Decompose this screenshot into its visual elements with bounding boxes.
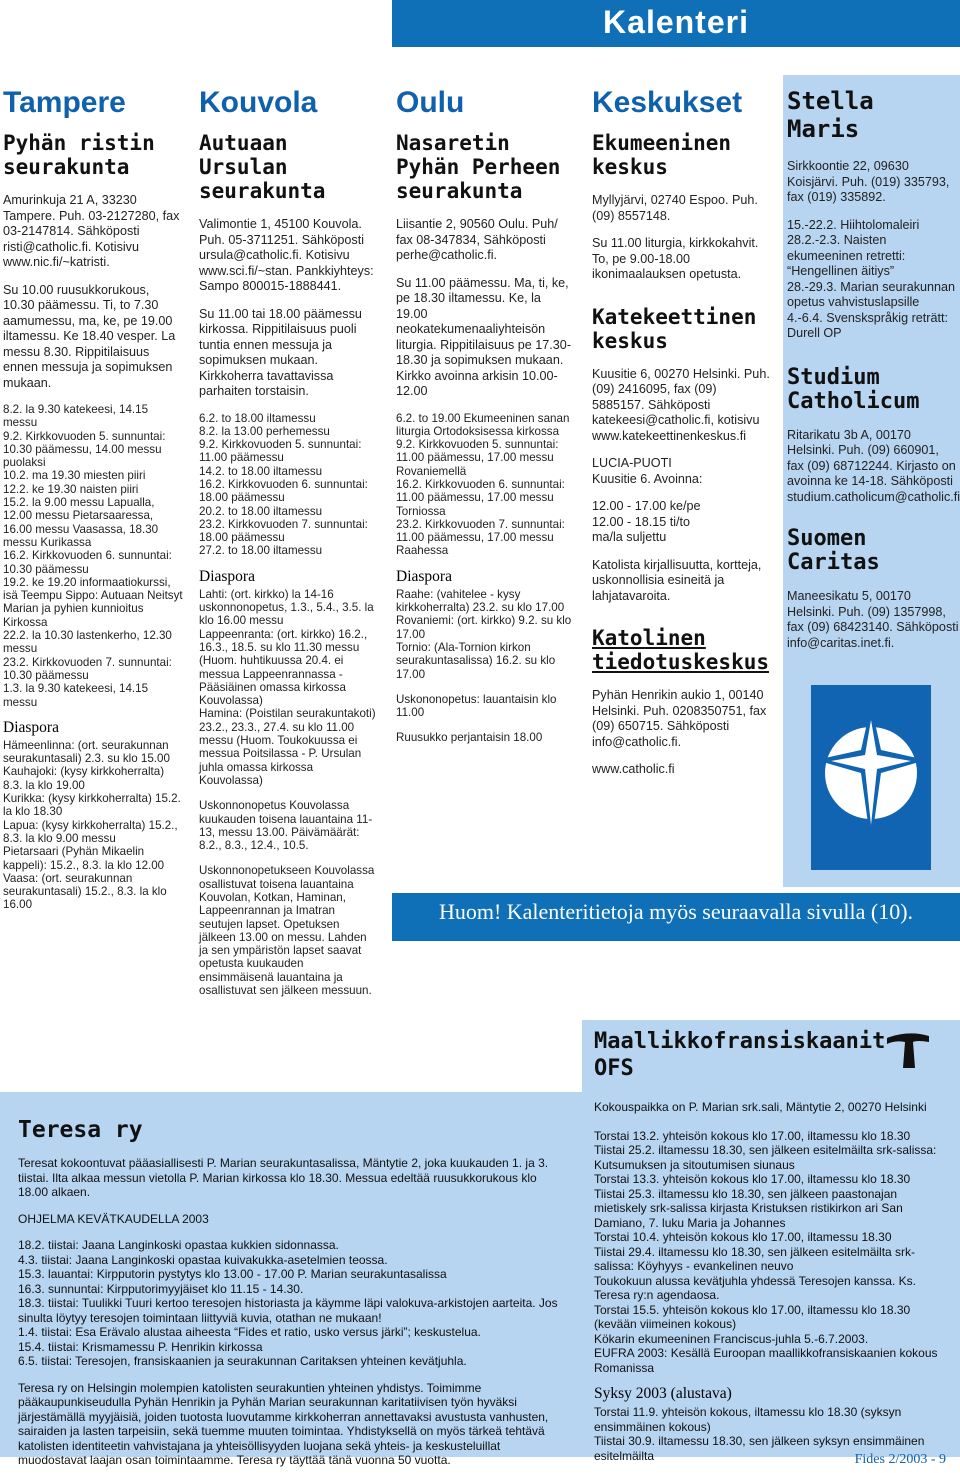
tiedotuskeskus-address: Pyhän Henrikin aukio 1, 00140 Helsinki. Puh. 0208350751, fax (09) 650715. Sähköposti info@catholic.fi.: [592, 688, 767, 749]
tampere-diaspora-title: Diaspora: [3, 718, 59, 736]
ofs-line: Torstai 13.2. yhteisön kokous klo 17.00, iltamessu klo 18.30: [594, 1128, 911, 1143]
teresa-intro: Teresat kokoontuvat pääasiallisesti P. Marian seurakuntasalissa, Mäntytie 2, joka kuukauden 1. ja 3. tiistai. Ilta alkaa messun vietolla P. Marian kirkossa klo 18.30. Messua edeltää ruusukkorukous klo 18.00 alkaen.: [18, 1156, 549, 1199]
ekumeeninen-title: Ekumeeninen keskus: [592, 131, 732, 179]
ofs-place: Kokouspaikka on P. Marian srk.sali, Mäntytie 2, 00270 Helsinki: [594, 1100, 927, 1114]
teresa-about: Teresa ry on Helsingin molempien katolisten seurakuntien yhteinen yhdistys. Toimimme pääkaupunkiseudulla Pyhän Henrikin ja Pyhän Marian seurakunnan karitatiivisen työn hyväksi järjestämällä myyjäisiä, joiden tuotosta luovutamme kirkkoherran annettavaksi avustusta vanhusten, sairaiden ja lasten tarpeisiin, sekä tuemme muuten toimintaa. Yhdistyksellä on myös tärkeä tehtävä katolisten identiteetin vahvistajana ja yhteisöllisyyden luojana sekä yhteis- ja keskusteluillat muodostavat laajan osan toimintaamme. Teresa ry täyttää tänä vuonna 50 vuotta.: [18, 1380, 549, 1467]
tampere-events: 8.2. la 9.30 katekeesi, 14.15 messu 9.2. Kirkkovuoden 5. sunnuntai: 10.30 päämessu, 14.00 messu puolaksi 10.2. ma 19.30 miesten piiri 12.2. ke 19.30 naisten piiri 15.2. la 9.00 messu Lapualla, 12.00 messu Pietarsaaressa, 16.00 messu Vaasassa, 18.30 messu Kurikassa 16.2. Kirkkovuoden 6. sunnuntai: 10.30 päämessu 19.2. ke 19.20 informaatiokurssi, isä Teempu Sippo: Autuaan Neitsyt Marian ja pyhien kunnioitus Kirkossa 22.2. la 10.30 lastenkerho, 12.30 messu 23.2. Kirkkovuoden 7. sunnuntai: 10.30 päämessu 1.3. la 9.30 katekeesi, 14.15 messu: [3, 403, 183, 709]
ofs-autumn-line: Torstai 11.9. yhteisön kokous, iltamessu klo 18.30 (syksyn ensimmäinen kokous): [594, 1405, 902, 1434]
stella-address: Sirkkoontie 22, 09630 Koisjärvi. Puh. (019) 335793, fax (019) 335892.: [787, 159, 950, 204]
caritas-title: Suomen Caritas: [787, 526, 880, 575]
lucia-description: Katolista kirjallisuutta, kortteja, uskonnollisia esineitä ja lahjatavaroita.: [592, 557, 762, 603]
tiedotuskeskus-web[interactable]: www.catholic.fi: [592, 762, 675, 776]
column-oulu: [396, 85, 574, 745]
tampere-masses: Su 10.00 ruusukkorukous, 10.30 päämessu. Ti, to 7.30 aamumessu, ma, ke, pe 19.00 iltamessu. Ke 18.40 vesper. La messu 8.30. Rippitilaisuus ennen messuja ja sopimuksen mukaan.: [3, 282, 176, 390]
ofs-line: Toukokuun alussa kevätjuhla yhdessä Teresojen kanssa. Ks. Teresa ry:n agendaosa.: [594, 1273, 916, 1302]
kouvola-section-title: Autuaan Ursulan seurakunta: [199, 131, 326, 203]
oulu-address: Liisantie 2, 90560 Oulu. Puh/ fax 08-347834, Sähköposti perhe@catholic.fi.: [396, 217, 558, 262]
kouvola-title: Kouvola: [199, 86, 318, 119]
ofs-schedule: [594, 1129, 948, 1376]
kouvola-diaspora: Lahti: (ort. kirkko) la 14-16 uskonnonopetus, 1.3., 5.4., 3.5. la klo 16.00 messu Lappeenranta: (ort. kirkko) 16.2., 16.3., 18.5. su klo 11.30 messu (Huom. huhtikuussa 20.4. ei messua Lappeenrannassa - Pääsiäinen omassa kirkossa Kouvolassa) Hamina: (Poistilan seurakuntakoti) 23.2., 23.3., 27.4. su klo 11.00 messu (Huom. Toukokuussa ei messua Poitsilassa - P. Ursulan juhla omassa kirkossa Kouvolassa): [199, 587, 376, 787]
teresa-section: [0, 1092, 582, 1467]
lucia-title: LUCIA-PUOTI: [592, 456, 672, 470]
keskukset-title: Keskukset: [592, 86, 743, 119]
oulu-rosary: Ruusukko perjantaisin 18.00: [396, 731, 543, 745]
kouvola-diaspora-title: Diaspora: [199, 567, 255, 585]
ofs-line: Torstai 10.4. yhteisön kokous klo 17.00, iltamessu 18.30: [594, 1230, 892, 1244]
column-keskukset: [592, 85, 772, 778]
teresa-program: 18.2. tiistai: Jaana Langinkoski opastaa kukkien sidonnassa. 4.3. tiistai: Jaana Langinkoski opastaa kuivakukka-asetelmien teossa. 15.3. lauantai: Kirpputorin pystytys klo 13.00 - 17.00 P. Marian seurakuntasalissa 16.3. sunnuntai: Kirpputorimyyjäiset klo 11.15 - 14.30. 18.3. tiistai: Tuulikki Tuuri kertoo teresojen historiasta ja käymme läpi valokuva-arkistojen aarteita. Jos sinulta löytyy teresojen toimintaan liittyviä kuvia, otathan ne mukaan! 1.4. tiistai: Esa Erävalo alustaa aiheesta “Fides et ratio, usko versus järki”; keskustelua. 15.4. tiistai: Krismamessu P. Henrikin kirkossa 6.5. tiistai: Teresojen, fransiskaanien ja seurakunnan Caritaksen yhteinen kevätjuhla.: [18, 1238, 558, 1368]
stella-title: Stella Maris: [787, 87, 874, 143]
column-stella-maris: [787, 87, 959, 651]
oulu-diaspora-title: Diaspora: [396, 567, 452, 585]
note-text: Huom! Kalenteritietoja myös seuraavalla sivulla (10).: [438, 899, 914, 924]
kouvola-masses: Su 11.00 tai 18.00 päämessu kirkossa. Rippitilaisuus puoli tuntia ennen messuja ja sopimuksen mukaan. Kirkkoherra tavattavissa parhaiten torstaisin.: [199, 306, 362, 398]
stella-events: 15.-22.2. Hiihtolomaleiri 28.2.-2.3. Naisten ekumeeninen retretti: “Hengellinen äitiys” 28.-29.3. Marian seurakunnan opetus vahvistuslapsille 4.-6.4. Svenskspråkig reträtt: Durell OP: [787, 217, 956, 340]
ofs-line: Torstai 15.5. yhteisön kokous klo 17.00, iltamessu klo 18.30 (kevään viimeinen kokous): [594, 1302, 911, 1331]
kouvola-teaching-1: Uskonnonopetus Kouvolassa kuukauden toisena lauantaina 11-13, messu 13.00. Päivämäärät: 8.2., 8.3., 12.4., 10.5.: [199, 799, 373, 853]
tiedotuskeskus-title: Katolinen tiedotuskeskus: [592, 626, 770, 674]
tampere-diaspora: Hämeenlinna: (ort. seurakunnan seurakuntasali) 2.3. su klo 15.00 Kauhajoki: (kysy kirkkoherralta) 8.3. la klo 19.00 Kurikka: (kysy kirkkoherralta) 15.2. la klo 18.30 Lapua: (kysy kirkkoherralta) 15.2., 8.3. la klo 9.00 messu Pietarsaari (Pyhän Mikaelin kappeli): 15.2., 8.3. la klo 12.00 Vaasa: (ort. seurakunnan seurakuntasali) 15.2., 8.3. la klo 16.00: [3, 738, 181, 912]
ekumeeninen-address: Myllyjärvi, 02740 Espoo. Puh. (09) 8557148.: [592, 193, 758, 223]
caritas-address: Maneesikatu 5, 00170 Helsinki. Puh. (09) 1357998, fax (09) 68423140. Sähköposti info@caritas.inet.fi.: [787, 589, 959, 650]
tampere-address: Amurinkuja 21 A, 33230 Tampere. Puh. 03-2127280, fax 03-2147814. Sähköposti risti@catholic.fi. Kotisivu www.nic.fi/~katristi.: [3, 193, 180, 269]
studium-title: Studium Catholicum: [787, 364, 920, 414]
kouvola-teaching-2: Uskonnonopetukseen Kouvolassa osallistuvat toisena lauantaina Kouvolan, Kotkan, Haminan, Lappeenrannan ja Imatran seutujen lapset. Opetuksen jälkeen 13.00 on messu. Lahden ja sen ympäristön lapset saavat opetusta kuukauden ensimmäisenä lauantaina ja osallistuvat sen jälkeen messuun.: [199, 864, 375, 998]
column-kouvola: [199, 85, 377, 997]
ofs-line: Tiistai 29.4. iltamessu klo 18.30, sen jälkeen esitelmäilta srk-salissa: Köyhyys - evankelinen neuvo: [594, 1244, 916, 1273]
oulu-title: Oulu: [396, 86, 465, 119]
ofs-line: Torstai 13.3. yhteisön kokous klo 17.00, iltamessu klo 18.30: [594, 1172, 911, 1186]
ofs-autumn-title: Syksy 2003 (alustava): [594, 1385, 732, 1402]
katekeettinen-address: Kuusitie 6, 00270 Helsinki. Puh. (09) 2416095, fax (09) 5885157. Sähköposti katekeesi@catholic.fi, kotisivu www.katekeettinenkeskus.fi: [592, 366, 770, 443]
ofs-line: Tiistai 25.2. iltamessu 18.30, sen jälkeen esitelmäilta srk-salissa: Kutsumuksen ja sitoutumisen siunaus: [594, 1143, 937, 1172]
ofs-line: EUFRA 2003: Kesällä Euroopan maallikkofransiskaanien kokous Romanissa: [594, 1346, 938, 1375]
ofs-title: Maallikkofransiskaanit OFS: [594, 1029, 886, 1081]
tampere-section-title: Pyhän ristin seurakunta: [3, 131, 155, 179]
oulu-section-title: Nasaretin Pyhän Perheen seurakunta: [396, 131, 561, 203]
oulu-diaspora: Raahe: (vahitelee - kysy kirkkoherralta) 23.2. su klo 17.00 Rovaniemi: (ort. kirkko) 9.2. su klo 17.00 Tornio: (Ala-Tornion kirkon seurakuntasalissa) 16.2. su klo 17.00: [396, 587, 572, 681]
lucia-hours: 12.00 - 17.00 ke/pe 12.00 - 18.15 ti/to ma/la suljettu: [592, 499, 701, 544]
ofs-line: Tiistai 25.3. iltamessu klo 18.30, sen jälkeen paastonajan mietiskely srk-salissa kirjasta Kristuksen ristikirkon ari San Damiano, 7. luku Maria ja Johannes: [594, 1186, 903, 1230]
kouvola-address: Valimontie 1, 45100 Kouvola. Puh. 05-3711251. Sähköposti ursula@catholic.fi. Kotisivu www.sci.fi/~stan. Pankkiyhteys: Sampo 800015-1888441.: [199, 217, 374, 293]
lucia-address: Kuusitie 6. Avoinna:: [592, 471, 703, 486]
page-title: Kalenteri: [603, 4, 749, 40]
teresa-title: Teresa ry: [18, 1117, 143, 1143]
tampere-title: Tampere: [3, 86, 126, 119]
ofs-autumn-line: Tiistai 30.9. iltamessu 18.30, sen jälkeen syksyn ensimmäinen esitelmäilta: [594, 1434, 925, 1463]
kouvola-events: 6.2. to 18.00 iltamessu 8.2. la 13.00 perhemessu 9.2. Kirkkovuoden 5. sunnuntai: 11.00 päämessu 14.2. to 18.00 iltamessu 16.2. Kirkkovuoden 6. sunnuntai: 18.00 päämessu 20.2. to 18.00 iltamessu 23.2. Kirkkovuoden 7. sunnuntai: 18.00 päämessu 27.2. to 18.00 iltamessu: [199, 411, 368, 558]
ekumeeninen-times: Su 11.00 liturgia, kirkkokahvit. To, pe 9.00-18.00 ikonimaalauksen opetusta.: [592, 236, 759, 281]
caritas-cross-icon: [811, 685, 931, 870]
tau-cross-icon: [885, 1030, 931, 1070]
katekeettinen-title: Katekeettinen keskus: [592, 304, 757, 353]
ofs-line: Kökarin ekumeeninen Franciscus-juhla 5.-6.7.2003.: [594, 1331, 869, 1346]
oulu-teaching: Uskononopetus: lauantaisin klo 11.00: [396, 692, 557, 720]
oulu-events: 6.2. to 19.00 Ekumeeninen sanan liturgia Ortodoksisessa kirkossa 9.2. Kirkkovuoden 5. sunnuntai: 11.00 päämessu, 17.00 messu Rovaniemellä 16.2. Kirkkovuoden 6. sunnuntai: 11.00 päämessu, 17.00 messu Torniossa 23.2. Kirkkovuoden 7. sunnuntai: 11.00 päämessu, 17.00 messu Raahessa: [396, 411, 570, 558]
footer-page-number: Fides 2/2003 - 9: [854, 1452, 946, 1467]
oulu-masses: Su 11.00 päämessu. Ma, ti, ke, pe 18.30 iltamessu. Ke, la 19.00 neokatekumenaaliyhteisön liturgia. Rippitilaisuus pe 17.30-18.30 ja sopimuksen mukaan. Kirkko avoinna arkisin 10.00-12.00: [396, 275, 572, 398]
studium-address: Ritarikatu 3b A, 00170 Helsinki. Puh. (09) 660901, fax (09) 68712244. Kirjasto on avoinna ke 14-18. Sähköposti studium.catholicum@catholic.fi: [787, 427, 960, 504]
teresa-program-title: OHJELMA KEVÄTKAUDELLA 2003: [18, 1211, 209, 1226]
column-tampere: [3, 85, 183, 912]
